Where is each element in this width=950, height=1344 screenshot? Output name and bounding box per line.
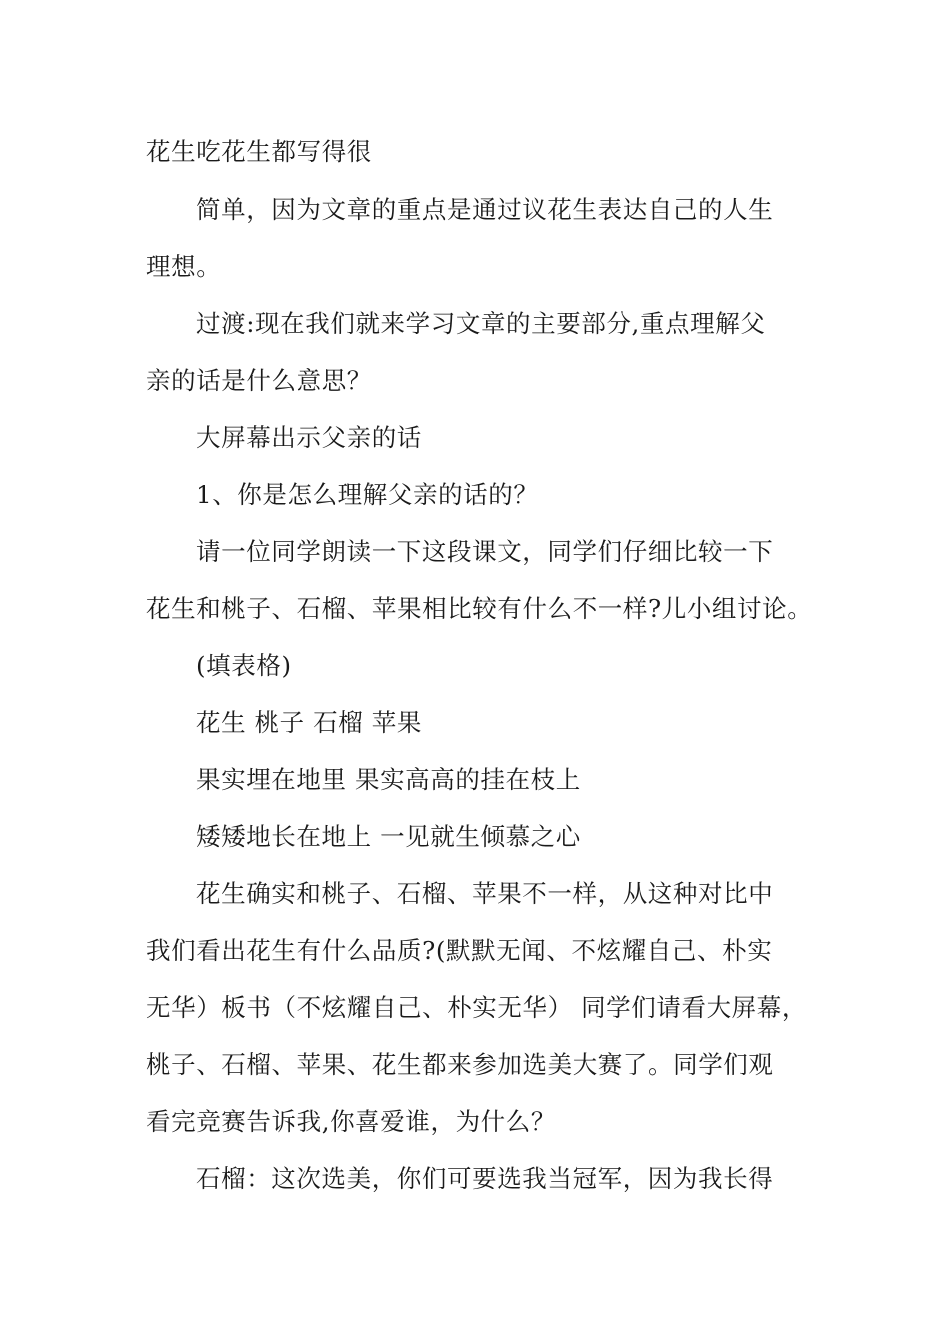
text-line: 请一位同学朗读一下这段课文，同学们仔细比较一下: [196, 537, 774, 566]
text-line: 花生 桃子 石榴 苹果: [196, 708, 422, 737]
text-line: 花生吃花生都写得很: [146, 137, 372, 166]
text-line: 大屏幕出示父亲的话: [196, 423, 422, 452]
text-line: 亲的话是什么意思？: [146, 366, 372, 395]
text-line: 简单，因为文章的重点是通过议花生表达自己的人生: [196, 195, 774, 224]
text-line: 矮矮地长在地上 一见就生倾慕之心: [196, 822, 581, 851]
text-line: 果实埋在地里 果实高高的挂在枝上: [196, 765, 581, 794]
text-line: 1、你是怎么理解父亲的话的？: [196, 480, 539, 509]
text-line: 过渡:现在我们就来学习文章的主要部分,重点理解父: [196, 309, 766, 338]
text-line: 我们看出花生有什么品质?(默默无闻、不炫耀自己、朴实: [146, 936, 773, 965]
text-line: 看完竞赛告诉我,你喜爱谁，为什么？: [146, 1107, 556, 1136]
text-line: (填表格): [196, 651, 292, 680]
text-line: 石榴：这次选美，你们可要选我当冠军，因为我长得: [196, 1164, 774, 1193]
text-line: 花生和桃子、石榴、苹果相比较有什么不一样?儿小组讨论。: [146, 594, 813, 623]
text-line: 理想。: [146, 252, 222, 281]
text-line: 花生确实和桃子、石榴、苹果不一样，从这种对比中: [196, 879, 774, 908]
text-line: 桃子、石榴、苹果、花生都来参加选美大赛了。同学们观: [146, 1050, 774, 1079]
text-line: 无华）板书（不炫耀自己、朴实无华） 同学们请看大屏幕，: [146, 993, 807, 1022]
